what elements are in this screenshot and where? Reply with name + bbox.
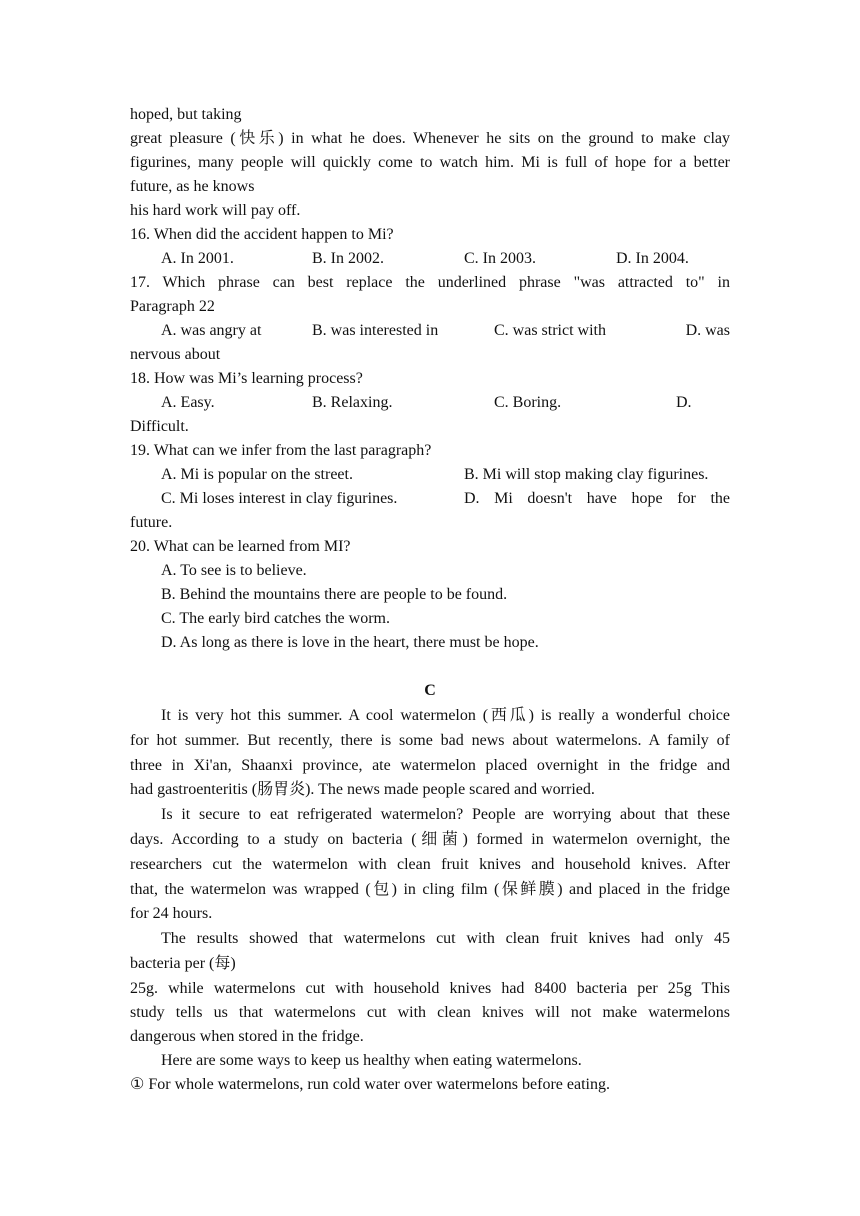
question-20-stem: 20. What can be learned from MI? (130, 538, 351, 555)
option-d: D. was (685, 322, 730, 339)
option-d-cont: future. (130, 514, 173, 531)
option-d-cont: nervous about (130, 346, 221, 363)
intro-line: hoped, but taking (130, 106, 242, 123)
paragraph-line: three in Xi'an, Shaanxi province, ate watermelon placed overnight in the fridge and (130, 757, 730, 774)
option-b: B. Relaxing. (312, 394, 393, 411)
question-19-options-ab (130, 463, 730, 487)
option-c: C. Mi loses interest in clay figurines. (161, 490, 398, 507)
option-d: D. (676, 394, 692, 411)
paragraph-line: It is very hot this summer. A cool watermelon (西瓜) is really a wonderful choice (161, 707, 730, 724)
paragraph-line: days. According to a study on bacteria (细菌) formed in watermelon overnight, the (130, 831, 730, 848)
option-b: B. Mi will stop making clay figurines. (464, 466, 709, 483)
section-heading: C (424, 682, 436, 699)
intro-line: future, as he knows (130, 178, 255, 195)
paragraph-line: Is it secure to eat refrigerated watermelon? People are worrying about that these (161, 806, 730, 823)
paragraph-line: had gastroenteritis (肠胃炎). The news made people scared and worried. (130, 781, 595, 798)
paragraph-line: for hot summer. But recently, there is some bad news about watermelons. A family of (130, 732, 730, 749)
question-17-stem: 17. Which phrase can best replace the underlined phrase "was attracted to" in (130, 274, 730, 291)
option-d-cont: Difficult. (130, 418, 189, 435)
paragraph-line: that, the watermelon was wrapped (包) in cling film (保鲜膜) and placed in the fridge (130, 881, 730, 898)
paragraph-line: bacteria per (每) (130, 955, 236, 972)
paragraph-line: The results showed that watermelons cut with clean fruit knives had only 45 (161, 930, 730, 947)
intro-line: great pleasure (快乐) in what he does. Whenever he sits on the ground to make clay (130, 130, 730, 147)
paragraph-line: for 24 hours. (130, 905, 213, 922)
question-18-options (130, 391, 730, 415)
question-17-options (130, 319, 730, 343)
option-b: B. Behind the mountains there are people to be found. (161, 586, 508, 603)
list-item: ① For whole watermelons, run cold water over watermelons before eating. (130, 1076, 610, 1093)
option-a: A. Mi is popular on the street. (161, 466, 353, 483)
question-16-stem: 16. When did the accident happen to Mi? (130, 226, 394, 243)
option-d: D. Mi doesn't have hope for the (464, 490, 730, 507)
option-a: A. In 2001. (161, 250, 234, 267)
option-d: D. In 2004. (616, 250, 689, 267)
option-d: D. As long as there is love in the heart, there must be hope. (161, 634, 539, 651)
option-c: C. The early bird catches the worm. (161, 610, 390, 627)
document-page (130, 103, 730, 1097)
paragraph-line: Here are some ways to keep us healthy when eating watermelons. (161, 1052, 582, 1069)
paragraph-line: dangerous when stored in the fridge. (130, 1028, 364, 1045)
option-c: C. Boring. (494, 394, 562, 411)
intro-line: his hard work will pay off. (130, 202, 301, 219)
option-c: C. In 2003. (464, 250, 536, 267)
question-18-stem: 18. How was Mi’s learning process? (130, 370, 363, 387)
question-19-options-cd (130, 487, 730, 511)
question-17-stem-cont: Paragraph 22 (130, 298, 215, 315)
question-16-options (130, 247, 730, 271)
paragraph-line: 25g. while watermelons cut with household knives had 8400 bacteria per 25g This (130, 980, 730, 997)
option-a: A. was angry at (161, 322, 262, 339)
option-a: A. To see is to believe. (161, 562, 307, 579)
option-a: A. Easy. (161, 394, 215, 411)
intro-line: figurines, many people will quickly come to watch him. Mi is full of hope for a better (130, 154, 730, 171)
option-c: C. was strict with (494, 322, 606, 339)
option-b: B. was interested in (312, 322, 439, 339)
question-19-stem: 19. What can we infer from the last paragraph? (130, 442, 432, 459)
paragraph-line: researchers cut the watermelon with clean fruit knives and household knives. After (130, 856, 730, 873)
paragraph-line: study tells us that watermelons cut with clean knives will not make watermelons (130, 1004, 730, 1021)
option-b: B. In 2002. (312, 250, 384, 267)
